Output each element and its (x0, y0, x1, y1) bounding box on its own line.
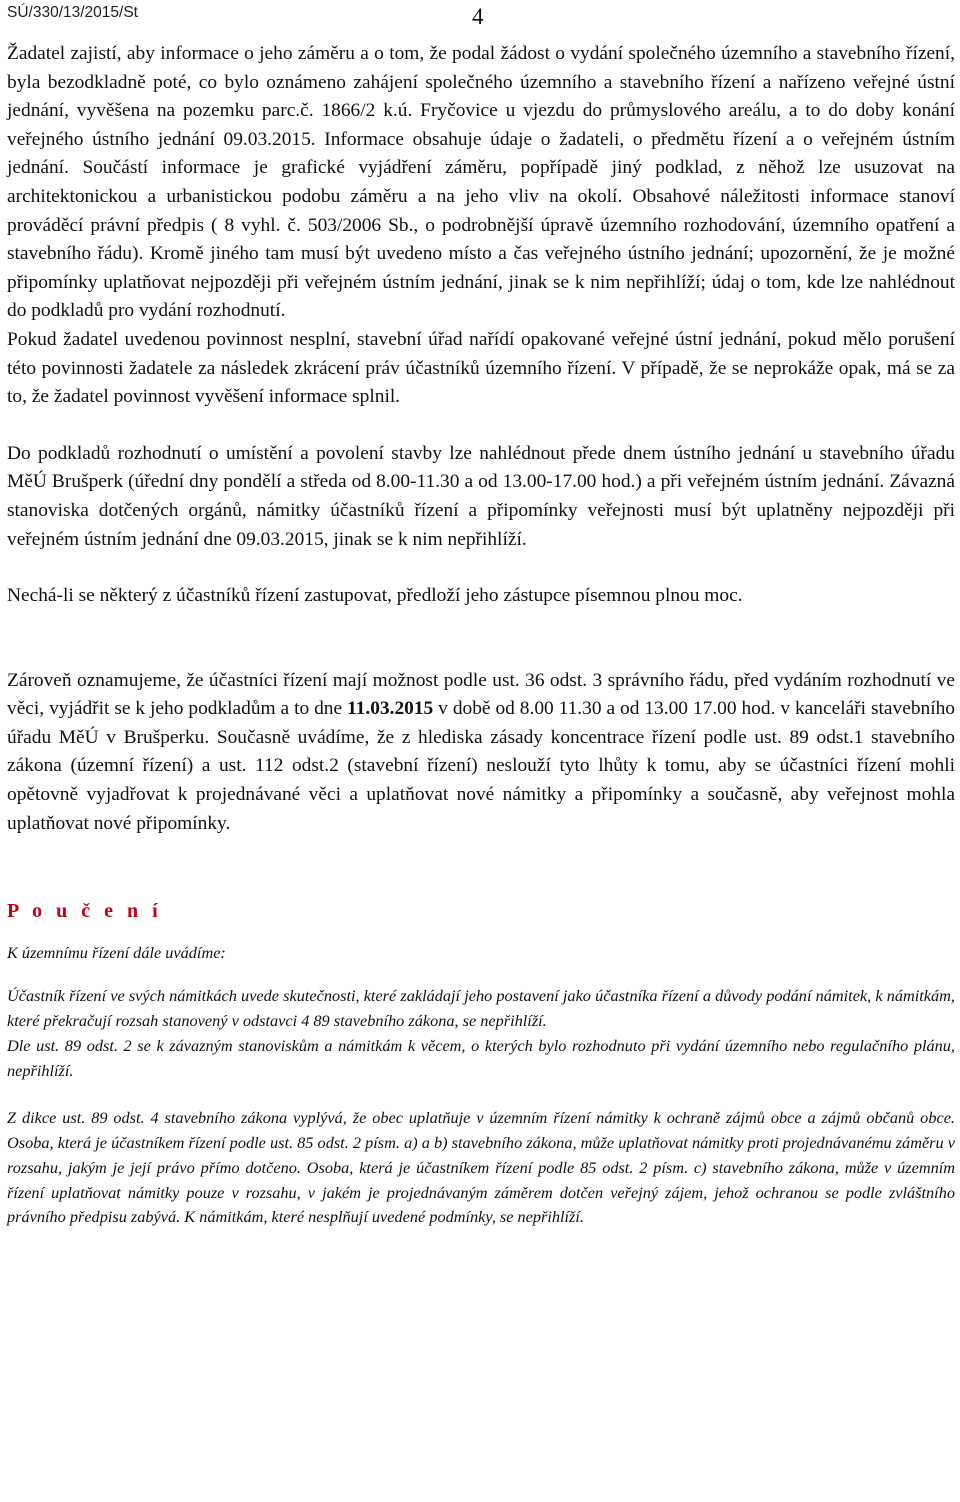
document-body (7, 40, 955, 1230)
paragraph-notice-obligation: Žadatel zajistí, aby informace o jeho záměru a o tom, že podal žádost o vydání společného územního a stavebního řízení, byla bezodkladně poté, co bylo oznámeno zahájení společného územního a stavebního řízení a nařízeno veřejné ústní jednání, vyvěšena na pozemku parc.č. 1866/2 k.ú. Fryčovice u vjezdu do průmyslového areálu, a to do doby konání veřejného ústního jednání 09.03.2015. Informace obsahuje údaje o žadateli, o předmětu řízení a o veřejném ústním jednání. Součástí informace je grafické vyjádření záměru, popřípadě jiný podklad, z něhož lze usuzovat na architektonickou a urbanistickou podobu záměru a na jeho vliv na okolí. Obsahové náležitosti informace stanoví prováděcí právní předpis ( 8 vyhl. č. 503/2006 Sb., o podrobnější úpravě územního rozhodování, územního opatření a stavebního řádu). Kromě jiného tam musí být uvedeno místo a čas veřejného ústního jednání; upozornění, že je možné připomínky uplatňovat nejpozději při veřejném ústním jednání, jinak se k nim nepřihlíží; údaj o tom, kde lze nahlédnout do podkladů pro vydání rozhodnutí. (7, 43, 955, 322)
right-to-comment-text-2: v době od 8.00 11.30 a od 13.00 17.00 hod. v kanceláři stavebního úřadu MěÚ v Brušperku. Současně uvádíme, že z hlediska zásady koncentrace řízení podle ust. 89 odst.1 stavebního zákona (územní řízení) a ust. 112 odst.2 (stavební řízení) neslouží tyto lhůty k tomu, aby se účastníci řízení mohli opětovně vyjadřovat k projednávané věci a uplatňovat nové námitky a připomínky a současně, aby veřejnost mohla uplatňovat nové připomínky. (7, 698, 955, 834)
paragraph-right-to-comment (7, 667, 955, 839)
pouceni-intro: K územnímu řízení dále uvádíme: (7, 943, 226, 963)
pouceni-item-binding-opinions: Dle ust. 89 odst. 2 se k závazným stanoviskům a námitkám k věcem, o kterých bylo rozhodnuto při vydání územního nebo regulačního plánu, nepřihlíží. (7, 1035, 955, 1080)
paragraph-noncompliance: Pokud žadatel uvedenou povinnost nesplní, stavební úřad nařídí opakované veřejné ústní jednání, pokud mělo porušení této povinnosti žadatele za následek zkrácení práv účastníků územního řízení. V případě, že se neprokáže opak, má se za to, že žadatel povinnost vyvěšení informace splnil. (7, 328, 955, 408)
comment-date: 11.03.2015 (347, 698, 434, 720)
page-number: 4 (472, 4, 484, 29)
paragraph-representation: Nechá-li se některý z účastníků řízení zastupovat, předloží jeho zástupce písemnou plnou moc. (7, 585, 743, 607)
section-heading-pouceni: P o u č e n í (7, 900, 163, 923)
document-reference: SÚ/330/13/2015/St (7, 4, 138, 21)
right-to-comment-text-1: Zároveň oznamujeme, že účastníci řízení mají možnost podle ust. 36 odst. 3 správního řádu, před vydáním rozhodnutí ve věci, vyjádřit se k jeho podkladům a to dne (7, 669, 955, 720)
pouceni-item-objections: Účastník řízení ve svých námitkách uvede skutečnosti, které zakládají jeho postavení jako účastníka řízení a důvody podání námitek, k námitkám, které překračují rozsah stanovený v odstavci 4 89 stavebního zákona, se nepřihlíží. (7, 986, 955, 1031)
pouceni-item-municipality: Z dikce ust. 89 odst. 4 stavebního zákona vyplývá, že obec uplatňuje v územním řízení námitky k ochraně zájmů obce a zájmů občanů obce. Osoba, která je účastníkem řízení podle ust. 85 odst. 2 písm. a) a b) stavebního zákona, může uplatňovat námitky proti projednávanému záměru v rozsahu, jakým je její právo přímo dotčeno. Osoba, která je účastníkem řízení podle 85 odst. 2 písm. c) stavebního zákona, může v územním řízení uplatňovat námitky pouze v rozsahu, v jakém je projednávaným záměrem dotčen veřejný zájem, jehož ochranou se podle zvláštního právního předpisu zabývá. K námitkám, které nesplňují uvedené podmínky, se nepřihlíží. (7, 1107, 955, 1227)
paragraph-documents-inspection: Do podkladů rozhodnutí o umístění a povolení stavby lze nahlédnout přede dnem ústního jednání u stavebního úřadu MěÚ Brušperk (úřední dny pondělí a středa od 8.00-11.30 a od 13.00-17.00 hod.) a při veřejném ústním jednání. Závazná stanoviska dotčených orgánů, námitky účastníků řízení a připomínky veřejnosti musí být uplatněny nejpozději při veřejném ústním jednání dne 09.03.2015, jinak se k nim nepřihlíží. (7, 442, 955, 550)
